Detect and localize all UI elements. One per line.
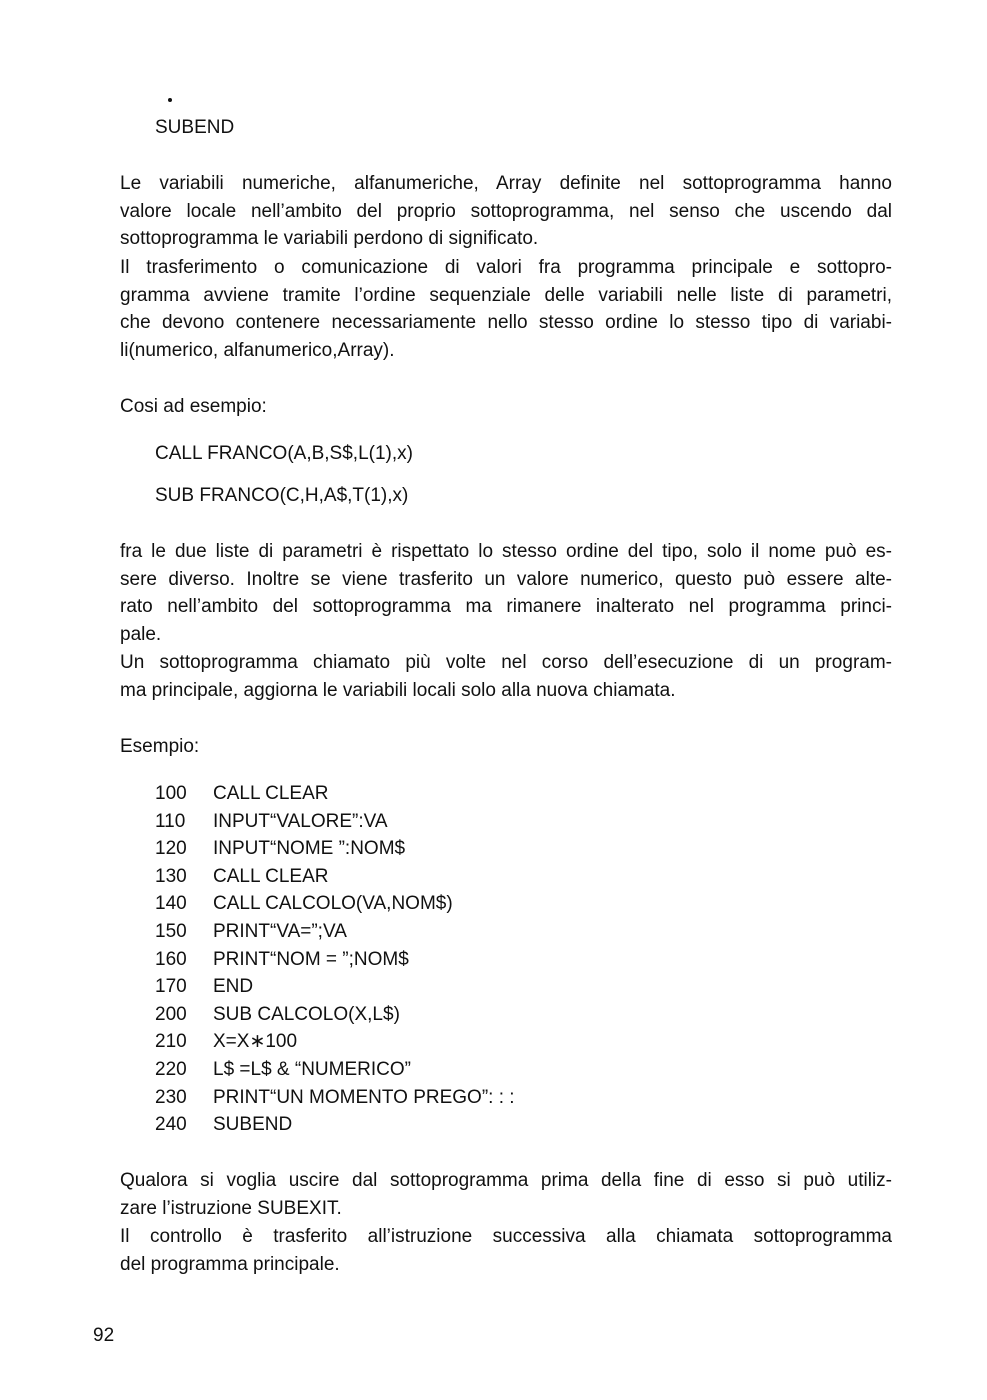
line-number: 160 bbox=[155, 948, 187, 970]
program-listing bbox=[155, 780, 515, 1139]
sub-example: SUB FRANCO(C,H,A$,T(1),x) bbox=[155, 485, 409, 506]
line-number: 100 bbox=[155, 783, 187, 804]
code-statement: CALL CLEAR bbox=[213, 865, 329, 887]
line-number: 120 bbox=[155, 838, 187, 860]
text-line: sere diverso. Inoltre se viene trasferito un valore numerico, questo può essere alte- bbox=[120, 568, 892, 590]
text-line: Le variabili numeriche, alfanumeriche, Array definite nel sottoprogramma hanno bbox=[120, 173, 892, 194]
subend-fragment: SUBEND bbox=[155, 117, 235, 138]
text-line: valore locale nell’ambito del proprio sottoprogramma, nel senso che uscendo dal bbox=[120, 200, 892, 222]
text-line: zare l’istruzione SUBEXIT. bbox=[120, 1197, 342, 1219]
paragraph-repeated-calls bbox=[120, 649, 892, 704]
line-number: 220 bbox=[155, 1058, 187, 1080]
listing-title: Esempio: bbox=[120, 736, 200, 757]
code-statement: CALL CALCOLO(VA,NOM$) bbox=[213, 893, 453, 915]
code-statement: PRINT“UN MOMENTO PREGO”: : : bbox=[213, 1086, 515, 1108]
text-line: Un sottoprogramma chiamato più volte nel corso dell’esecuzione di un program- bbox=[120, 652, 892, 673]
listing-row bbox=[155, 918, 515, 946]
listing-row bbox=[155, 835, 515, 863]
line-number: 110 bbox=[155, 810, 186, 832]
line-number: 200 bbox=[155, 1003, 187, 1025]
text-line: gramma avviene tramite l’ordine sequenziale delle variabili nelle liste di parametri, bbox=[120, 284, 892, 306]
listing-row bbox=[155, 973, 515, 1001]
text-line: Il trasferimento o comunicazione di valori fra programma principale e sottopro- bbox=[120, 257, 892, 278]
listing-row bbox=[155, 1084, 515, 1112]
text-line: che devono contenere necessariamente nello stesso ordine lo stesso tipo di variabi- bbox=[120, 312, 892, 333]
code-statement: SUBEND bbox=[213, 1114, 293, 1136]
ellipsis-dot bbox=[168, 98, 172, 102]
paragraph-subexit bbox=[120, 1167, 892, 1222]
listing-row bbox=[155, 1001, 515, 1029]
code-statement: SUB CALCOLO(X,L$) bbox=[213, 1003, 400, 1025]
code-statement: PRINT“VA=”;VA bbox=[213, 920, 347, 942]
text-line: li(numerico, alfanumerico,Array). bbox=[120, 339, 395, 361]
code-statement: CALL CLEAR bbox=[213, 783, 329, 804]
call-example: CALL FRANCO(A,B,S$,L(1),x) bbox=[155, 443, 413, 464]
paragraph-parameter-transfer bbox=[120, 254, 892, 364]
code-statement: INPUT“VALORE”:VA bbox=[213, 810, 388, 832]
code-statement: L$ =L$ & “NUMERICO” bbox=[213, 1058, 411, 1080]
text-line: del programma principale. bbox=[120, 1253, 340, 1275]
code-statement: PRINT“NOM = ”;NOM$ bbox=[213, 948, 409, 970]
listing-row bbox=[155, 808, 515, 836]
text-line: Il controllo è trasferito all’istruzione successiva alla chiamata sottoprogramma bbox=[120, 1226, 892, 1247]
line-number: 240 bbox=[155, 1114, 187, 1136]
line-number: 150 bbox=[155, 920, 187, 942]
text-line: Qualora si voglia uscire dal sottoprogramma prima della fine di esso si può utiliz- bbox=[120, 1170, 892, 1191]
line-number: 230 bbox=[155, 1086, 187, 1108]
example-intro: Cosi ad esempio: bbox=[120, 396, 267, 417]
text-line: pale. bbox=[120, 623, 162, 645]
text-line: fra le due liste di parametri è rispettato lo stesso ordine del tipo, solo il nome può es- bbox=[120, 541, 892, 562]
page-number: 92 bbox=[93, 1325, 115, 1346]
listing-row bbox=[155, 890, 515, 918]
text-line: sottoprogramma le variabili perdono di significato. bbox=[120, 228, 539, 249]
text-line: ma principale, aggiorna le variabili locali solo alla nuova chiamata. bbox=[120, 679, 676, 701]
line-number: 140 bbox=[155, 893, 187, 915]
listing-row bbox=[155, 863, 515, 891]
paragraph-local-variables bbox=[120, 170, 892, 253]
line-number: 210 bbox=[155, 1031, 187, 1053]
listing-row bbox=[155, 1111, 515, 1139]
line-number: 170 bbox=[155, 976, 187, 998]
listing-row bbox=[155, 946, 515, 974]
line-number: 130 bbox=[155, 865, 187, 887]
code-statement: END bbox=[213, 976, 254, 998]
code-statement: X=X∗100 bbox=[213, 1031, 298, 1053]
paragraph-parameter-order bbox=[120, 538, 892, 648]
listing-row bbox=[155, 1056, 515, 1084]
listing-row bbox=[155, 780, 515, 808]
listing-row bbox=[155, 1028, 515, 1056]
paragraph-control-transfer bbox=[120, 1223, 892, 1278]
code-statement: INPUT“NOME ”:NOM$ bbox=[213, 838, 406, 860]
text-line: rato nell’ambito del sottoprogramma ma rimanere inalterato nel programma princi- bbox=[120, 596, 892, 617]
